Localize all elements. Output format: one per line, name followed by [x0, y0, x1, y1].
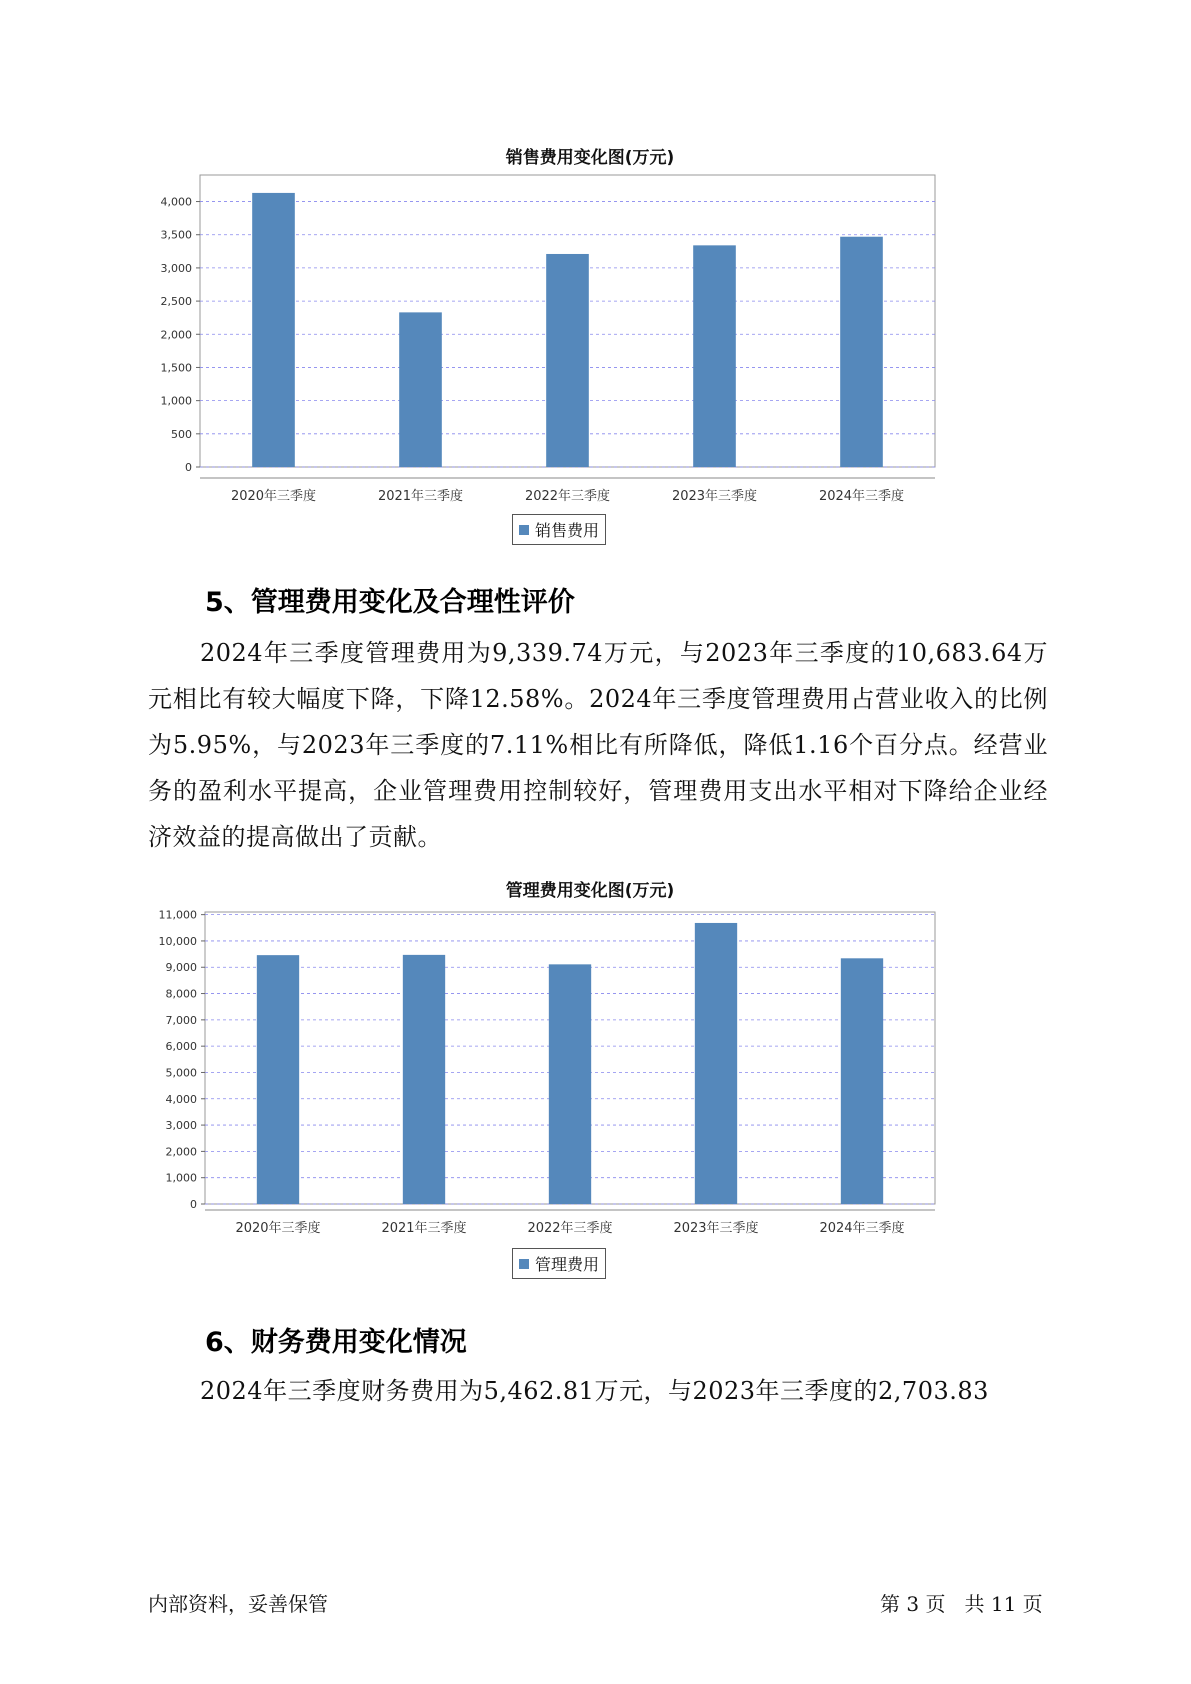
bar [549, 964, 591, 1204]
y-tick-label: 5,000 [165, 1066, 197, 1080]
x-tick-label: 2021年三季度 [381, 1221, 467, 1236]
section-6-heading: 6、财务费用变化情况 [205, 1327, 467, 1358]
section-6-paragraph: 2024年三季度财务费用为5,462.81万元，与2023年三季度的2,703.83 [200, 1377, 989, 1405]
y-tick-label: 6,000 [165, 1040, 197, 1054]
y-tick-label: 4,000 [165, 1092, 197, 1106]
x-tick-label: 2023年三季度 [671, 489, 758, 504]
y-tick-label: 0 [190, 1198, 197, 1211]
section-5-paragraph: 2024年三季度管理费用为9,339.74万元，与2023年三季度的10,683.64万元相比有较大幅度下降，下降12.58%。2024年三季度管理费用占营业收入的比例为5.95%，与2023年三季度的7.11%相比有所降低，降低1.16个百分点。经营业务的盈利水平提高，企业管理费用控制较好，管理费用支出水平相对下降给企业经济效益的提高做出了贡献。 [148, 639, 1048, 851]
section-5-heading: 5、管理费用变化及合理性评价 [205, 587, 575, 618]
bar [695, 923, 737, 1204]
y-tick-label: 11,000 [158, 908, 197, 922]
chart-legend [512, 1248, 606, 1279]
legend-label: 管理费用 [535, 1255, 600, 1274]
bar [399, 312, 442, 467]
admin-expense-chart [140, 870, 1040, 1290]
chart-title: 销售费用变化图(万元) [505, 148, 675, 168]
y-tick-label: 3,000 [160, 261, 192, 275]
x-tick-label: 2024年三季度 [819, 1221, 905, 1236]
y-tick-label: 3,000 [165, 1119, 197, 1133]
y-tick-label: 1,500 [160, 361, 192, 375]
bar [693, 245, 736, 467]
x-tick-label: 2022年三季度 [524, 489, 611, 504]
x-tick-label: 2022年三季度 [527, 1221, 613, 1236]
bar [403, 955, 445, 1204]
chart-plot [140, 170, 1040, 530]
x-tick-label: 2024年三季度 [818, 489, 905, 504]
chart-legend [512, 514, 606, 545]
y-tick-label: 7,000 [165, 1013, 197, 1027]
x-tick-label: 2021年三季度 [377, 489, 464, 504]
legend-label: 销售费用 [535, 521, 600, 540]
y-tick-label: 8,000 [165, 987, 197, 1001]
chart-plot [140, 900, 1040, 1260]
y-tick-label: 1,000 [165, 1171, 197, 1185]
y-tick-label: 3,500 [160, 228, 192, 242]
y-tick-label: 1,000 [160, 394, 192, 408]
legend-swatch [519, 1259, 529, 1269]
bar [252, 193, 295, 467]
x-tick-label: 2020年三季度 [230, 489, 317, 504]
y-tick-label: 4,000 [160, 195, 192, 209]
bar [546, 254, 589, 467]
y-tick-label: 2,500 [160, 295, 192, 309]
y-tick-label: 500 [171, 427, 192, 441]
legend-swatch [519, 525, 529, 535]
y-tick-label: 9,000 [165, 961, 197, 975]
footer-page-number: 第 3 页 共 11 页 [880, 1592, 1043, 1616]
footer-confidential: 内部资料，妥善保管 [148, 1592, 328, 1616]
y-tick-label: 2,000 [165, 1145, 197, 1159]
x-tick-label: 2023年三季度 [673, 1221, 759, 1236]
chart-title: 管理费用变化图(万元) [505, 881, 675, 901]
y-tick-label: 2,000 [160, 328, 192, 342]
x-tick-label: 2020年三季度 [235, 1221, 321, 1236]
sales-expense-chart [140, 135, 1040, 550]
bar [257, 955, 299, 1204]
y-tick-label: 0 [185, 461, 192, 474]
bar [840, 237, 883, 467]
y-tick-label: 10,000 [158, 934, 197, 948]
bar [841, 958, 883, 1204]
